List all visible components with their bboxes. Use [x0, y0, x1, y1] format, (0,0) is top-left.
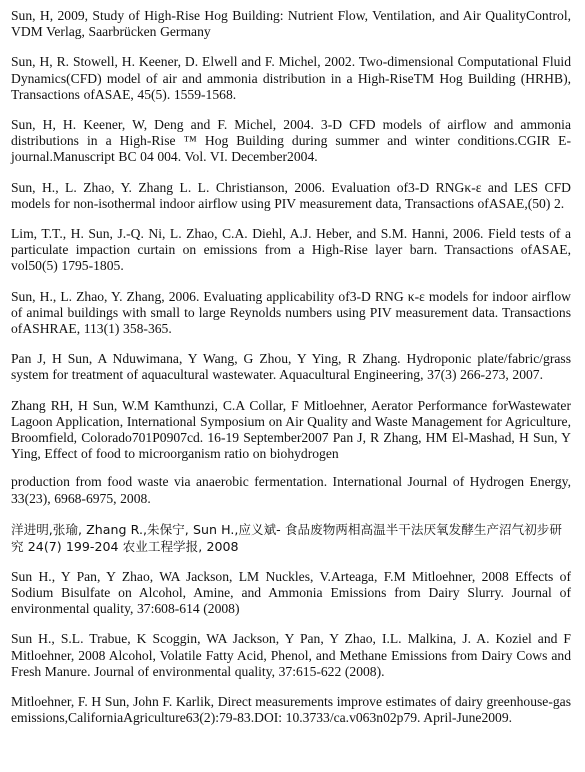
reference-item-8: Zhang RH, H Sun, W.M Kamthunzi, C.A Collar, F Mitloehner, Aerator Performance forWastewater Lagoon Application, International Symposium on Air Quality and Waste Management for Agriculture, Broomfield, Colorado701P0907cd. 16-19 September2007 Pan J, R Zhang, HM El-Mashad, H Sun, Y Ying, Effect of food to microorganism ratio on biohydrogen — [11, 397, 571, 462]
reference-item-2: Sun, H, R. Stowell, H. Keener, D. Elwell and F. Michel, 2002. Two-dimensional Computational Fluid Dynamics(CFD) model of air and ammonia distribution in a High-RiseTM Hog Building (HRHB), Transactions ofASAE, 45(5). 1559-1568. — [11, 54, 571, 102]
reference-item-6: Sun, H., L. Zhao, Y. Zhang, 2006. Evaluating applicability of3-D RNG κ-ε models for indoor airflow of animal buildings with small to large Reynolds numbers using PIV measurement data. Transactions ofASHRAE, 113(1) 358-365. — [11, 288, 571, 337]
reference-item-4: Sun, H., L. Zhao, Y. Zhang L. L. Christianson, 2006. Evaluation of3-D RNGκ-ε and LES CFD models for non-isothermal indoor airflow using PIV measurement data, Transactions ofASAE,(50) 2. — [11, 179, 571, 211]
reference-item-1: Sun, H, 2009, Study of High-Rise Hog Building: Nutrient Flow, Ventilation, and Air QualityControl, VDM Verlag, Saarbrücken Germany — [11, 8, 571, 40]
reference-item-10: Sun H., Y Pan, Y Zhao, WA Jackson, LM Nuckles, V.Arteaga, F.M Mitloehner, 2008 Effects of Sodium Bisulfate on Alcohol, Amine, and Ammonia Emissions from Dairy Slurry. Journal of environmental quality, 37:608-614 (2008) — [11, 568, 571, 617]
reference-item-9-chinese: 洋进明,张瑜, Zhang R.,朱保宁, Sun H.,应义斌- 食品废物两相高温半干法厌氧发酵生产沼气初步研究 24(7) 199-204 农业工程学报, 2008 — [11, 521, 562, 554]
reference-item-11: Sun H., S.L. Trabue, K Scoggin, WA Jackson, Y Pan, Y Zhao, I.L. Malkina, J. A. Koziel and F Mitloehner, 2008 Alcohol, Volatile Fatty Acid, Phenol, and Methane Emissions from Dairy Cows and Fresh Manure. Journal of environmental quality, 37:615-622 (2008). — [11, 631, 571, 679]
reference-item-12: Mitloehner, F. H Sun, John F. Karlik, Direct measurements improve estimates of dairy greenhouse-gas emissions,CaliforniaAgriculture63(2):79-83.DOI: 10.3733/ca.v063n02p79. April-June2009. — [11, 694, 571, 726]
reference-item-7: Pan J, H Sun, A Nduwimana, Y Wang, G Zhou, Y Ying, R Zhang. Hydroponic plate/fabric/grass system for treatment of aquacultural wastewater. Aquacultural Engineering, 37(3) 266-273, 2007. — [11, 351, 571, 383]
reference-item-5: Lim, T.T., H. Sun, J.-Q. Ni, L. Zhao, C.A. Diehl, A.J. Heber, and S.M. Hanni, 2006. Field tests of a particulate impaction curtain on emissions from a High-Rise layer barn. Transactions ofASAE, vol50(5) 1795-1805. — [11, 226, 571, 274]
reference-item-3: Sun, H, H. Keener, W, Deng and F. Michel, 2004. 3-D CFD models of airflow and ammonia distributions in a High-Rise ™ Hog Building during summer and winter conditions.CGIR E-journal.Manuscript BC 04 004. Vol. VI. December2004. — [11, 117, 571, 165]
reference-item-8-continued: production from food waste via anaerobic fermentation. International Journal of Hydrogen Energy, 33(23), 6968-6975, 2008. — [11, 474, 571, 506]
